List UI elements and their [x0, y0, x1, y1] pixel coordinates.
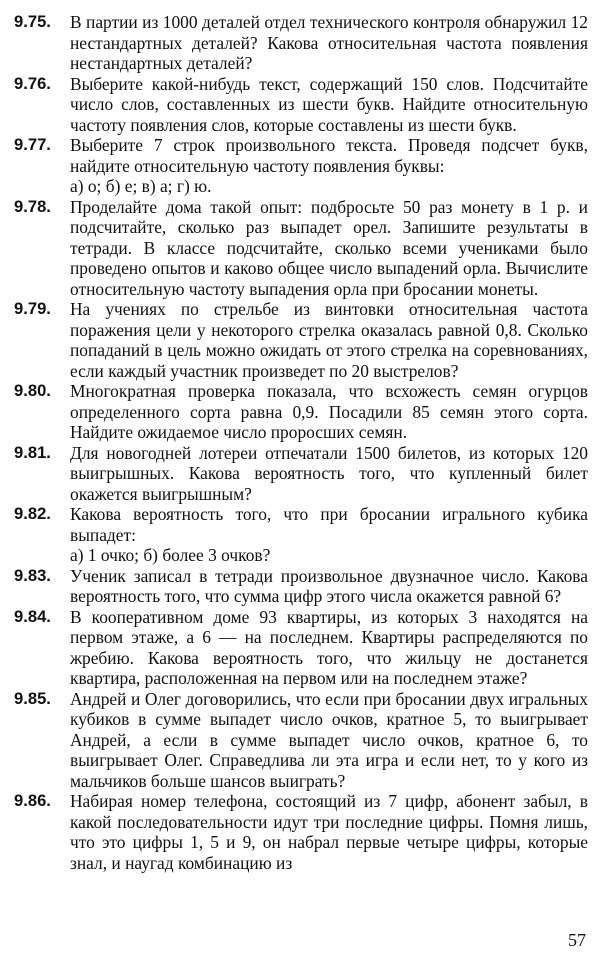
problem-text: Проделайте дома такой опыт: подбросьте 50 раз монету в 1 р. и подсчитайте, сколько раз выпадет орел. Запишите результаты в тетради. В классе подсчитайте, сколько всеми учениками было проведено опытов и каково общее число выпадений орла. Вычислите относительную частоту выпадения орла при бросании монеты.	[70, 196, 588, 299]
problem-text: На учениях по стрельбе из винтовки относительная частота поражения цели у некоторого стрелка оказалась равной 0,8. Сколько попаданий в цель можно ожидать от этого стрелка на соревнованиях, если каждый участник произведет по 20 выстрелов?	[70, 299, 588, 381]
problem-9-82	[14, 504, 588, 566]
problem-text: Выберите какой-нибудь текст, содержащий 150 слов. Подсчитайте число слов, составленных из шести букв. Найдите относительную частоту появления слов, которые составлены из шести букв.	[70, 73, 588, 135]
problem-text: Для новогодней лотереи отпечатали 1500 билетов, из которых 120 выигрышных. Какова вероятность того, что купленный билет окажется выигрышным?	[70, 442, 588, 504]
problem-text: В кооперативном доме 93 квартиры, из которых 3 находятся на первом этаже, а 6 — на последнем. Квартиры распределяются по жребию. Какова вероятность того, что жильцу не достанется квартира, расположенная на первом или на последнем этаже?	[70, 606, 588, 688]
problem-9-77	[14, 135, 588, 197]
problem-9-81	[14, 443, 588, 505]
problem-text: Ученик записал в тетради произвольное двузначное число. Какова вероятность того, что сумма цифр этого числа окажется равной 6?	[70, 565, 588, 606]
problem-text: Какова вероятность того, что при бросании игрального кубика выпадет:	[70, 504, 588, 545]
problem-9-84	[14, 607, 588, 689]
problem-number: 9.80.	[14, 381, 51, 400]
problem-number: 9.81.	[14, 442, 51, 462]
problem-number: 9.83.	[14, 565, 51, 585]
problem-options: а) о; б) е; в) а; г) ю.	[70, 176, 212, 196]
problem-number: 9.77.	[14, 135, 51, 154]
problem-number: 9.75.	[14, 12, 51, 31]
problem-number: 9.76.	[14, 73, 51, 93]
problem-number: 9.82.	[14, 504, 51, 523]
problem-number: 9.79.	[14, 299, 51, 318]
problem-text: Многократная проверка показала, что всхожесть семян огурцов определенного сорта равна 0,9. Посадили 85 семян этого сорта. Найдите ожидаемое число проросших семян.	[70, 381, 588, 442]
problem-list	[14, 12, 588, 873]
problem-number: 9.86.	[14, 791, 51, 810]
problem-text: В партии из 1000 деталей отдел технического контроля обнаружил 12 нестандартных деталей? Какова относительная частота появления нестандартных деталей?	[70, 12, 588, 73]
problem-text: Андрей и Олег договорились, что если при бросании двух игральных кубиков в сумме выпадет число очков, кратное 5, то выигрывает Андрей, а если в сумме выпадет число очков, кратное 6, то выигрывает Олег. Справедлива ли эта игра и если нет, то у кого из мальчиков больше шансов выиграть?	[70, 688, 588, 791]
problem-9-80	[14, 381, 588, 443]
problem-9-78	[14, 197, 588, 300]
problem-text: Набирая номер телефона, состоящий из 7 цифр, абонент забыл, в какой последовательности идут три последние цифры. Помня лишь, что это цифры 1, 5 и 9, он набрал первые четыре цифры, которые знал, и наугад комбинацию из	[70, 791, 588, 873]
problem-9-85	[14, 689, 588, 792]
page-number: 57	[568, 930, 586, 950]
problem-options: а) 1 очко; б) более 3 очков?	[70, 545, 271, 565]
problem-9-76	[14, 74, 588, 136]
problem-9-83	[14, 566, 588, 607]
problem-9-75	[14, 12, 588, 74]
problem-number: 9.84.	[14, 606, 51, 626]
problem-number: 9.85.	[14, 688, 51, 708]
problem-9-79	[14, 299, 588, 381]
problem-number: 9.78.	[14, 196, 51, 216]
problem-text: Выберите 7 строк произвольного текста. Проведя подсчет букв, найдите относительную частоту появления буквы:	[70, 135, 588, 176]
problem-9-86	[14, 791, 588, 873]
